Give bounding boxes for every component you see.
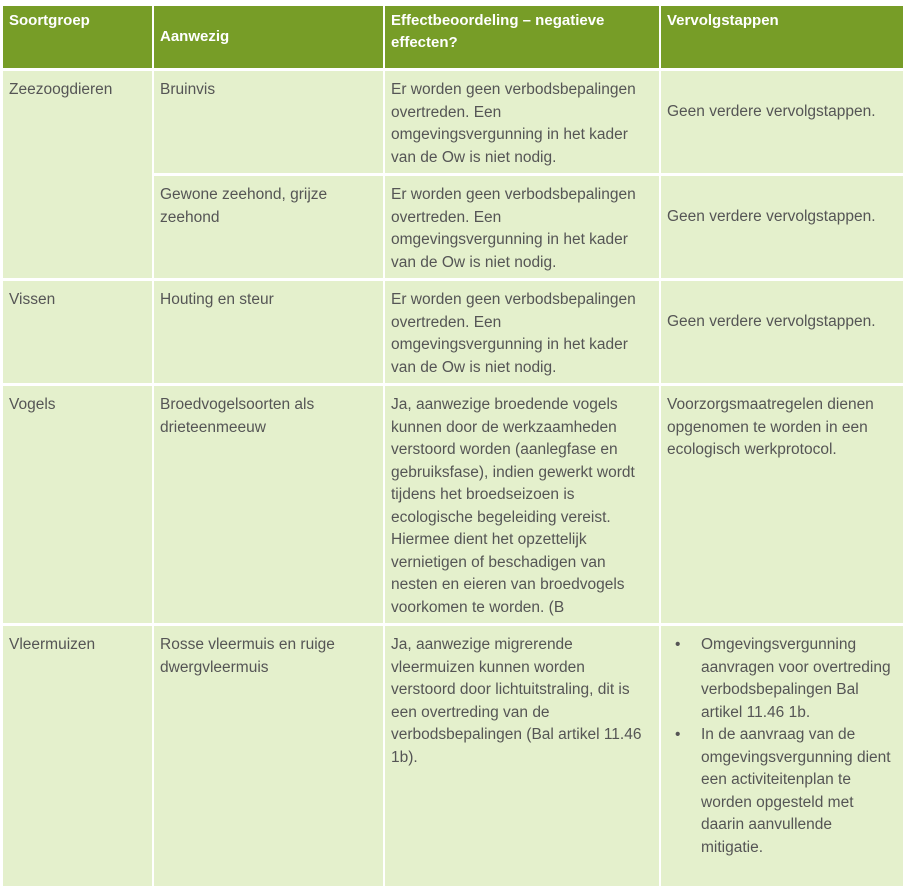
bullet-icon: • — [675, 726, 681, 743]
group-cell: Vogels — [3, 386, 154, 626]
group-cell: Vissen — [3, 281, 154, 386]
steps-cell: Geen verdere vervolgstappen. — [661, 176, 903, 281]
effect-cell: Er worden geen verbodsbepalingen overtreden. Een omgevingsvergunning in het kader van de Ow is niet nodig. — [385, 71, 661, 176]
table-header-row — [3, 6, 903, 71]
species-effects-table — [3, 6, 903, 889]
bullet-icon: • — [675, 636, 681, 653]
species-cell: Rosse vleermuis en ruige dwergvleermuis — [154, 626, 385, 889]
header-soortgroep: Soortgroep — [3, 6, 154, 71]
table-row — [3, 626, 903, 889]
group-cell: Zeezoogdieren — [3, 71, 154, 281]
steps-cell: Geen verdere vervolgstappen. — [661, 71, 903, 176]
effect-cell: Er worden geen verbodsbepalingen overtreden. Een omgevingsvergunning in het kader van de Ow is niet nodig. — [385, 281, 661, 386]
species-cell: Houting en steur — [154, 281, 385, 386]
steps-cell: Voorzorgsmaatregelen dienen opgenomen te worden in een ecologisch werkprotocol. — [661, 386, 903, 626]
steps-cell — [661, 626, 903, 889]
table-row — [3, 281, 903, 386]
table-row — [3, 386, 903, 626]
effect-cell: Ja, aanwezige broedende vogels kunnen door de werkzaamheden verstoord worden (aanlegfase en gebruiksfase), indien gewerkt wordt tijdens het broedseizoen is ecologische begeleiding vereist. Hiermee dient het opzettelijk vernietigen of beschadigen van nesten en eieren van broedvogels voorkomen te worden. (B — [385, 386, 661, 626]
species-cell: Gewone zeehond, grijze zeehond — [154, 176, 385, 281]
species-cell: Broedvogelsoorten als drieteenmeeuw — [154, 386, 385, 626]
table-row — [3, 71, 903, 176]
list-item: • In de aanvraag van de omgevingsvergunning dient een activiteitenplan te worden opgesteld met daarin aanvullende mitigatie. — [675, 726, 891, 856]
header-aanwezig: Aanwezig — [154, 6, 385, 71]
steps-cell: Geen verdere vervolgstappen. — [661, 281, 903, 386]
effect-cell: Ja, aanwezige migrerende vleermuizen kunnen worden verstoord door lichtuitstraling, dit is een overtreding van de verbodsbepalingen (Bal artikel 11.46 1b). — [385, 626, 661, 889]
header-effectbeoordeling: Effectbeoordeling – negatieve effecten? — [385, 6, 661, 71]
species-cell: Bruinvis — [154, 71, 385, 176]
header-vervolgstappen: Vervolgstappen — [661, 6, 903, 71]
list-item: • Omgevingsvergunning aanvragen voor overtreding verbodsbepalingen Bal artikel 11.46 1b. — [675, 636, 891, 721]
effect-cell: Er worden geen verbodsbepalingen overtreden. Een omgevingsvergunning in het kader van de Ow is niet nodig. — [385, 176, 661, 281]
steps-bullet-list — [661, 626, 903, 863]
group-cell: Vleermuizen — [3, 626, 154, 889]
